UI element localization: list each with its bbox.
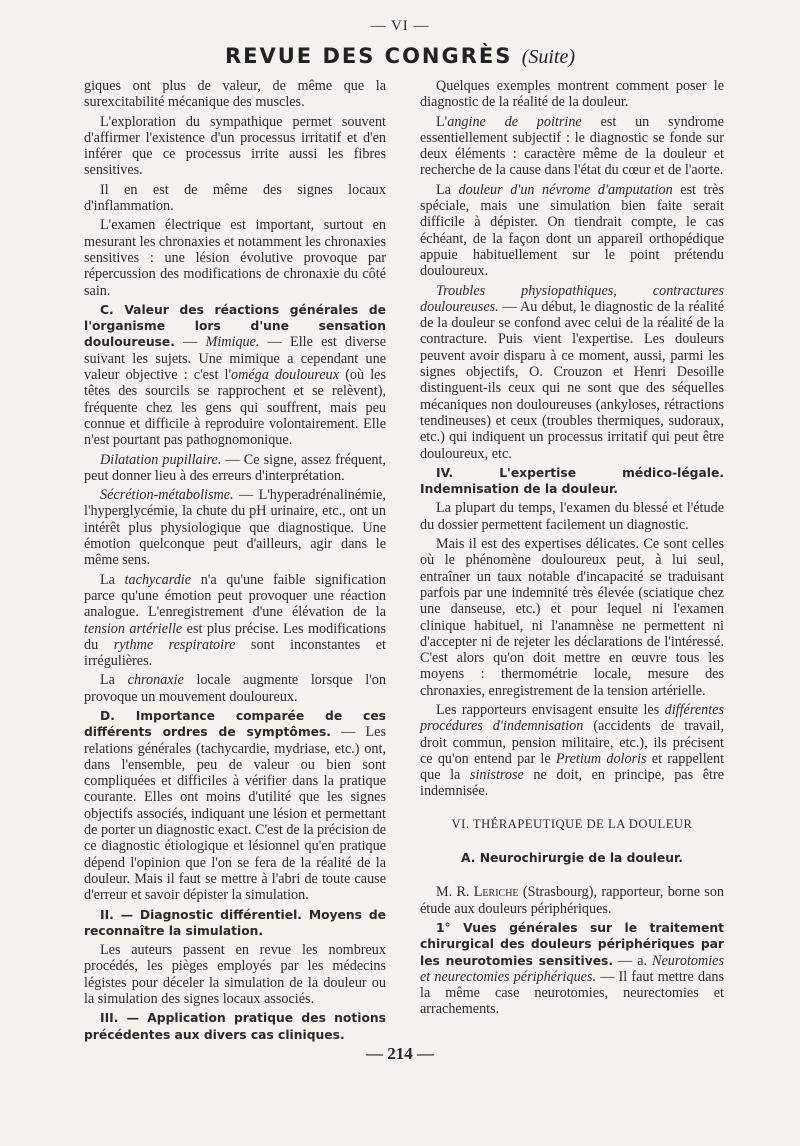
running-title: [0, 44, 800, 69]
subsection-title-a: [420, 850, 724, 866]
paragraph: [420, 114, 724, 179]
text: est un syndrome essentiellement subjectif : le diagnostic se fonde sur deux éléments : caractère même de la douleur et recherche de la cause dans l'état du cœur et de l'aorte.: [420, 113, 724, 179]
paragraph: [84, 1010, 386, 1043]
text: — Ce signe, assez fréquent, peut donner lieu à des erreurs d'interprétation.: [84, 451, 386, 484]
text: — Elle est diverse suivant les sujets. Une mimique a cependant une valeur objective : c'est l': [84, 334, 387, 384]
text: L': [436, 113, 448, 130]
text: Les rapporteurs envisagent ensuite les: [436, 701, 665, 718]
paragraph: [420, 920, 724, 1018]
text: M. R.: [436, 884, 474, 901]
text: est très spéciale, mais une simulation bien faite serait difficile à dépister. On tiendrait compte, le cas échéant, de la façon dont un appareil orthopédique appuie habituellement sur le point prétendu douloureux.: [420, 181, 724, 280]
right-column: [420, 78, 724, 1021]
italic-term: sinistrose: [469, 767, 524, 784]
page-number-roman: — VI —: [370, 18, 430, 34]
paragraph: [84, 572, 386, 670]
dash: —: [174, 334, 206, 351]
dash: — a.: [613, 952, 653, 969]
italic-term: Sécrétion-métabolisme.: [100, 487, 234, 504]
italic-term: angine de poitrine: [447, 113, 582, 130]
paragraph: [84, 452, 386, 485]
section-heading-d: D. Importance comparée de ces différents ordres de symptômes.: [84, 708, 386, 740]
text: — Il faut mettre dans la même case neurotomies, neurectomies et arrachements.: [420, 968, 724, 1018]
paragraph: giques ont plus de valeur, de même que la surexcitabilité mécanique des muscles.: [84, 78, 386, 111]
section-heading-iv: IV. L'expertise médico-légale. Indemnisation de la douleur.: [420, 465, 724, 497]
subsection-heading: A. Neurochirurgie de la douleur.: [461, 851, 683, 866]
text: — L'hyperadrénalinémie, l'hyperglycémie, la chute du pH urinaire, etc., ont un intérêt plus physiologique que diagnostique. Une émotion quelconque peut d'ailleurs, agir dans le même sens.: [84, 487, 386, 569]
italic-term: chronaxie: [127, 672, 184, 689]
italic-term: Neurotomies et neurectomies périphériques.: [420, 952, 724, 985]
paragraph: [420, 884, 724, 917]
text: est plus précise. Les modifications du: [84, 620, 386, 653]
section-heading-ii: II. — Diagnostic différentiel. Moyens de reconnaître la simulation.: [84, 907, 386, 938]
section-heading-1: 1° Vues générales sur le traitement chirurgical des douleurs périphériques par les neurotomies sensitives.: [420, 920, 724, 968]
text: La: [100, 571, 125, 588]
title-suite: (Suite): [521, 46, 576, 68]
italic-term: différentes procédures d'indemnisation: [420, 701, 724, 735]
italic-term: tachycardie: [124, 571, 192, 588]
journal-title: REVUE DES CONGRÈS: [224, 44, 513, 68]
italic-term: Mimique.: [205, 334, 260, 351]
text: sont inconstantes et irrégulières.: [84, 636, 386, 670]
author-name: Leriche: [473, 884, 519, 901]
paragraph: [420, 283, 724, 462]
left-column: [84, 78, 386, 1046]
text: La: [100, 672, 128, 689]
section-heading-iii: III. — Application pratique des notions précédentes aux divers cas cliniques.: [84, 1011, 386, 1042]
text: ne doit, en principe, pas être indemnisée.: [420, 767, 724, 800]
page-number-footer: — 214 —: [366, 1044, 434, 1063]
text: — Les relations générales (tachycardie, mydriase, etc.) ont, dans l'ensemble, peu de valeur ou bien sont compliquées et difficiles à vérifier dans la pratique courante. Elles ont moins d'utilité que les signes objectifs associés, indiquant une lésion et permettant de porter un diagnostic exact. C'est de la précision de ce diagnostic étiologique et lésionnel qu'en pratique dépend l'opinion que l'on se fera de la réalité de la douleur. Mais il faut se mettre à l'abri de toute cause d'erreur et savoir dépister la simulation.: [84, 724, 386, 904]
text: (Strasbourg), rapporteur, borne son étude aux douleurs périphériques.: [420, 884, 725, 917]
italic-term: douleur d'un névrome d'amputation: [458, 181, 673, 198]
text: — Au début, le diagnostic de la réalité de la douleur se confond avec celui de la réalité de la contracture. Puis vient l'expertise. Les douleurs peuvent avoir disparu à ce moment, aussi, parmi les signes objectifs, O. Crouzon et Henri Desoille distinguent-ils ceux qui ne sont que des séquelles mécaniques non douloureuses (ankyloses, rétractions tendineuses) et ceux (troubles thermiques, sudoraux, etc.) qui indiquent un processus irritatif qui peut être douloureux, etc.: [420, 298, 724, 462]
paragraph: [84, 708, 386, 904]
paragraph: [84, 487, 386, 568]
italic-term: Troubles physiopathiques, contractures douloureuses.: [420, 282, 724, 315]
paragraph: Mais il est des expertises délicates. Ce sont celles où le phénomène douloureux peut, à lui seul, entraîner un taux notable d'incapacité se traduisant parfois par une indemnité très élevée (sciatique chez une danseuse, etc.) et pour lequel ni l'examen clinique habituel, ni l'anamnèse ne permettent ni d'accepter ni de rejeter les déclarations de l'intéressé. C'est alors qu'on doit mettre en œuvre tous les moyens : thermométrie locale, mesure des chronaxies, enregistrement de la tension artérielle.: [420, 536, 724, 699]
paragraph: [420, 702, 724, 800]
italic-term: rythme respiratoire: [113, 636, 236, 653]
paragraph: L'examen électrique est important, surtout en mesurant les chronaxies et notamment les chronaxies sensitives : une lésion évolutive provoque par répercussion des modifications de chronaxie du côté sain.: [84, 217, 386, 299]
text: locale augmente lorsque l'on provoque un mouvement douloureux.: [84, 672, 386, 705]
paragraph: Les auteurs passent en revue les nombreux procédés, les pièges employés par les médecins légistes pour déceler la simulation de la douleur ou la simulation des signes locaux associés.: [84, 942, 386, 1008]
paragraph: [84, 672, 386, 705]
text: n'a qu'une faible signification parce qu'une émotion peut provoquer une réaction analogue. L'enregistrement d'une élévation de la: [84, 571, 386, 621]
text: (accidents de travail, droit commun, pension militaire, etc.), ils précisent ce qu'on entend par le: [420, 718, 724, 767]
paragraph: L'exploration du sympathique permet souvent d'affirmer l'existence d'un processus irritatif et d'en inférer que ce processus irrite aussi les fibres sensitives.: [84, 113, 386, 179]
text: La: [436, 181, 459, 198]
text: (où les têtes des sourcils se rapprochent et se relèvent), fréquente chez les gens qui souffrent, mais peu connue et difficile à reproduire volontairement. Elle n'est pourtant pas pathognomonique.: [84, 367, 386, 449]
paragraph: La plupart du temps, l'examen du blessé et l'étude du dossier permettent facilement un diagnostic.: [420, 500, 724, 533]
paragraph: [420, 465, 724, 498]
paragraph: [84, 907, 386, 940]
text: et rappellent que la: [420, 750, 725, 784]
italic-term: Dilatation pupillaire.: [100, 451, 222, 468]
paragraph: [84, 302, 386, 449]
section-heading-c: C. Valeur des réactions générales de l'organisme lors d'une sensation douloureuse.: [84, 302, 386, 350]
paragraph: Quelques exemples montrent comment poser le diagnostic de la réalité de la douleur.: [420, 78, 724, 111]
paragraph: [420, 182, 724, 280]
section-title-vi: VI. THÉRAPEUTIQUE DE LA DOULEUR: [451, 816, 693, 831]
paragraph: Il en est de même des signes locaux d'inflammation.: [84, 181, 386, 215]
italic-term: tension artérielle: [84, 620, 183, 637]
italic-term: oméga douloureux: [231, 367, 340, 384]
italic-term: Pretium doloris: [555, 750, 647, 767]
